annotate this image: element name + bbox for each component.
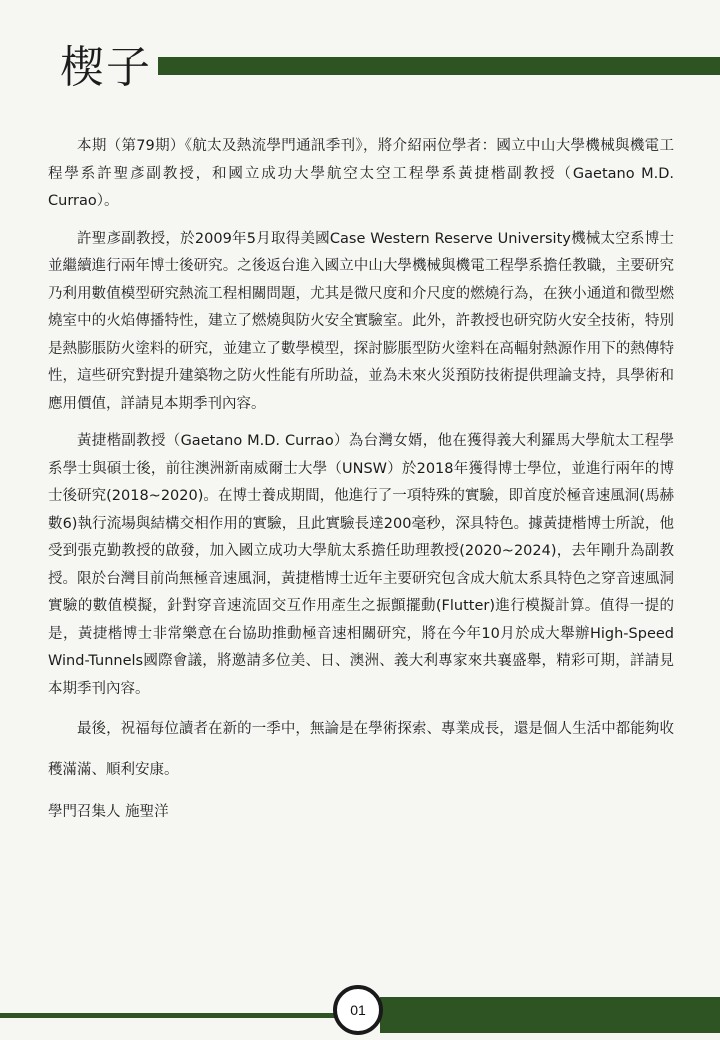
- hsu-paragraph: 許聖彥副教授，於2009年5月取得美國Case Western Reserve University機械太空系博士並繼續進行兩年博士後研究。之後返台進入國立中山大學機械與機電工程學系擔任教職，主要研究乃利用數值模型研究熱流工程相關問題，尤其是微尺度和介尺度的燃燒行為，在狹小通道和微型燃燒室中的火焰傳播特性，建立了燃燒與防火安全實驗室。此外，許教授也研究防火安全技術，特別是熱膨脹防火塗料的研究，並建立了數學模型，探討膨脹型防火塗料在高輻射熱源作用下的熱傳特性，這些研究對提升建築物之防火性能有所助益，並為未來火災預防技術提供理論支持，具學術和應用價值，詳請見本期季刊內容。: [48, 230, 674, 412]
- page-number-badge: [333, 985, 383, 1035]
- intro-paragraph: 本期（第79期）《航太及熱流學門通訊季刊》，將介紹兩位學者：國立中山大學機械與機電工程學系許聖彥副教授，和國立成功大學航空太空工程學系黃捷楷副教授（Gaetano M.D. Currao）。: [48, 138, 674, 209]
- footer-right-bar: [380, 997, 720, 1033]
- page-title: 楔子: [60, 42, 152, 93]
- currao-paragraph: 黃捷楷副教授（Gaetano M.D. Currao）為台灣女婿，他在獲得義大利羅馬大學航太工程學系學士與碩士後，前往澳洲新南威爾士大學（UNSW）於2018年獲得博士學位，並進行兩年的博士後研究(2018~2020)。在博士養成期間，他進行了一項特殊的實驗，即首度於極音速風洞(馬赫數6)執行流場與結構交相作用的實驗，且此實驗長達200毫秒，深具特色。據黃捷楷博士所說，他受到張克勤教授的啟發，加入國立成功大學航太系擔任助理教授(2020~2024)，去年剛升為副教授。限於台灣目前尚無極音速風洞，黃捷楷博士近年主要研究包含成大航太系具特色之穿音速風洞實驗的數值模擬，針對穿音速流固交互作用產生之振顫擺動(Flutter)進行模擬計算。值得一提的是，黃捷楷博士非常樂意在台協助推動極音速相關研究，將在今年10月於成大舉辦High-Speed Wind-Tunnels國際會議，將邀請多位美、日、澳洲、義大利專家來共襄盛舉，精彩可期，詳請見本期季刊內容。: [48, 433, 674, 697]
- article-body: [48, 133, 674, 827]
- signature: 學門召集人 施聖洋: [48, 804, 169, 820]
- closing-paragraph: 最後，祝福每位讀者在新的一季中，無論是在學術探索、專業成長，還是個人生活中都能夠收穫滿滿、順利安康。: [48, 721, 674, 778]
- page-number: 01: [350, 1002, 366, 1018]
- footer-left-line: [0, 1013, 340, 1018]
- title-decoration-bar: [158, 57, 720, 75]
